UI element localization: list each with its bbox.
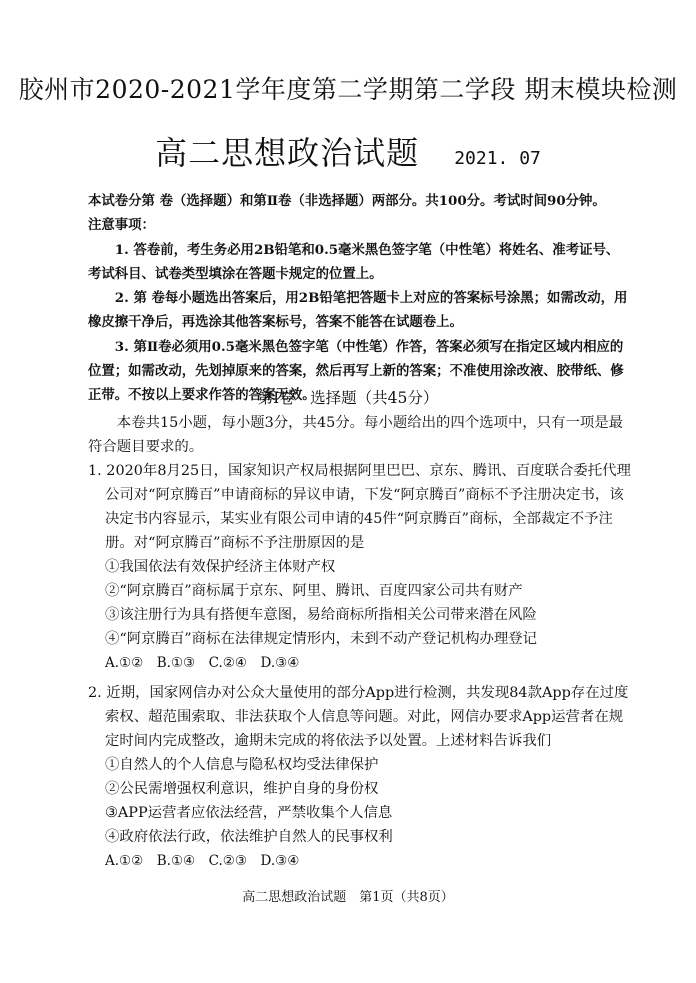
question-option: ①自然人的个人信息与隐私权均受法律保护 xyxy=(105,757,379,773)
question-option: ④政府依法行政，依法维护自然人的民事权利 xyxy=(105,829,393,845)
question-2 xyxy=(88,681,634,873)
section-description: 本卷共15小题，每小题3分，共45分。每小题给出的四个选项中，只有一项是最符合题目要求的。 xyxy=(88,415,624,455)
answer-choices: A.①② B.①③ C.②④ D.③④ xyxy=(105,655,300,671)
note-item: 3. 第Ⅱ卷必须用0.5毫米黑色签字笔（中性笔）作答，答案必须写在指定区域内相应的位置；如需改动，先划掉原来的答案，然后再写上新的答案；不准使用涂改液、胶带纸、修正带。不按以上要求作答的答案无效。 xyxy=(88,338,624,404)
answer-choices: A.①② B.①④ C.②③ D.③④ xyxy=(105,853,300,869)
question-option: ①我国依法有效保护经济主体财产权 xyxy=(105,559,336,575)
question-option: ④“阿京腾百”商标在法律规定情形内，未到不动产登记机构办理登记 xyxy=(105,631,538,647)
exam-title: 胶州市2020-2021学年度第二学期第二学段 期末模块检测 xyxy=(18,75,678,104)
instructions-intro: 本试卷分第 卷（选择题）和第Ⅱ卷（非选择题）两部分。共100分。考试时间90分钟。 xyxy=(88,193,606,209)
question-area xyxy=(88,411,634,873)
subject-line xyxy=(0,128,696,174)
note-item: 1. 答卷前，考生务必用2B铅笔和0.5毫米黑色签字笔（中性笔）将姓名、准考证号、考试科目、试卷类型填涂在答题卡规定的位置上。 xyxy=(88,241,620,282)
note-item: 2. 第 卷每小题选出答案后，用2B铅笔把答题卡上对应的答案标号涂黑；如需改动，用橡皮擦干净后，再选涂其他答案标号，答案不能答在试题卷上。 xyxy=(88,290,628,331)
notes-label: 注意事项： xyxy=(88,217,155,234)
question-option: ②“阿京腾百”商标属于京东、阿里、腾讯、百度四家公司共有财产 xyxy=(105,583,523,599)
question-option: ③APP运营者应依法经营，严禁收集个人信息 xyxy=(105,805,393,821)
question-stem: 1. 2020年8月25日，国家知识产权局根据阿里巴巴、京东、腾讯、百度联合委托代理公司对“阿京腾百”申请商标的异议申请，下发“阿京腾百”商标不予注册决定书，该决定书内容显示，某实业有限公司申请的45件“阿京腾百”商标，全部裁定不予注册。对“阿京腾百”商标不予注册原因的是 xyxy=(88,463,631,551)
question-option: ③该注册行为具有搭便车意图，易给商标所指相关公司带来潜在风险 xyxy=(105,607,537,623)
section-heading: 第Ⅰ卷 选择题（共45分） xyxy=(257,389,439,407)
page-footer: 高二思想政治试题 第1页（共8页） xyxy=(242,890,454,905)
question-option: ②公民需增强权利意识，维护自身的身份权 xyxy=(105,781,379,797)
question-stem: 2. 近期，国家网信办对公众大量使用的部分App进行检测，共发现84款App存在过度索权、超范围索取、非法获取个人信息等问题。对此，网信办要求App运营者在规定时间内完成整改，逾期未完成的将依法予以处置。上述材料告诉我们 xyxy=(88,685,629,749)
instructions xyxy=(88,189,628,408)
question-1 xyxy=(88,459,634,675)
exam-date: 2021. 07 xyxy=(454,148,541,169)
subject-title: 高二思想政治试题 xyxy=(155,134,420,172)
